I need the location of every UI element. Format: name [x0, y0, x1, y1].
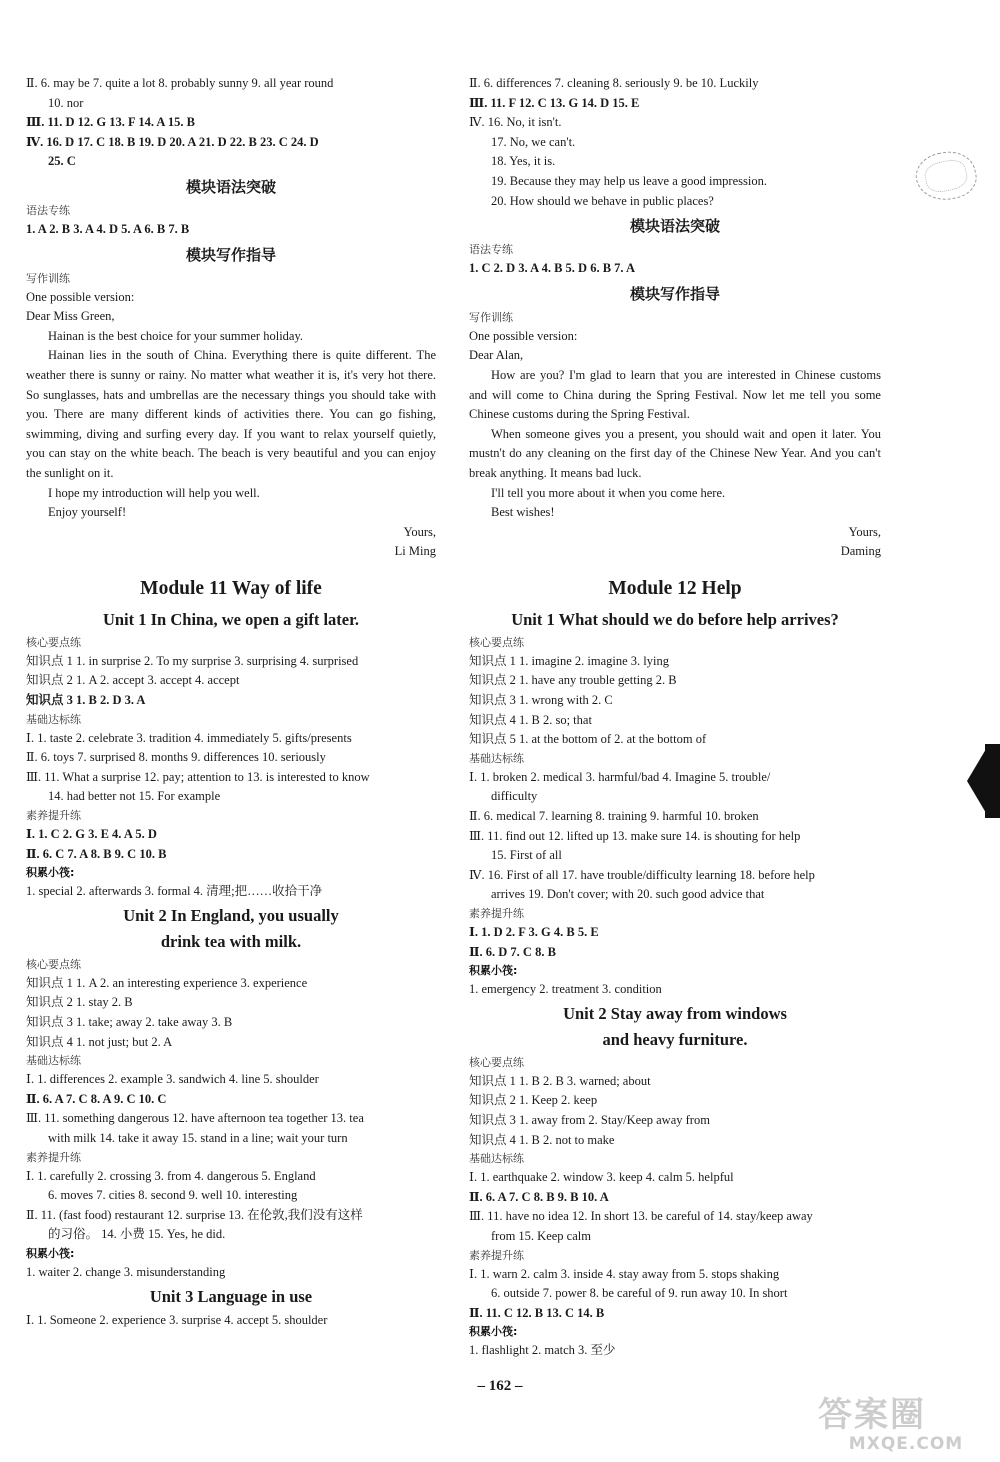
section-label: 核心要点练 [26, 957, 81, 971]
answer-line: Ⅰ. 1. C 2. G 3. E 4. A 5. D [26, 827, 157, 842]
section-label: 素养提升练 [26, 1150, 81, 1164]
answer-line: 知识点 2 1. Keep 2. keep [469, 1093, 598, 1108]
answer-line: 知识点 3 1. away from 2. Stay/Keep away from [469, 1112, 710, 1127]
section-label: 语法专练 [469, 243, 513, 257]
unit-title: Unit 2 Stay away from windows [563, 1003, 787, 1023]
essay-paragraph: How are you? I'm glad to learn that you are interested in Chinese customs and will come to China during the Spring Festival. Now let me tell you some Chinese customs during the Spring Festival. [469, 367, 881, 422]
answer-line: Ⅲ. 11. D 12. G 13. F 14. A 15. B [26, 115, 195, 130]
answer-line: 15. First of all [491, 848, 562, 863]
essay-paragraph: Hainan is the best choice for your summer holiday. [48, 328, 304, 343]
answer-line: 1. C 2. D 3. A 4. B 5. D 6. B 7. A [469, 261, 635, 276]
section-label: 核心要点练 [469, 635, 524, 649]
answer-line: Ⅲ. 11. something dangerous 12. have afternoon tea together 13. tea [26, 1111, 364, 1126]
section-heading: 模块语法突破 [629, 217, 720, 236]
unit-title: Unit 3 Language in use [149, 1286, 313, 1306]
answer-line: 知识点 1 1. A 2. an interesting experience 3. experience [26, 975, 308, 990]
section-label: 写作训练 [469, 310, 513, 324]
answer-line: Ⅲ. 11. What a surprise 12. pay; attention to 13. is interested to know [26, 769, 370, 784]
answer-line: 知识点 2 1. stay 2. B [26, 995, 133, 1010]
answer-line: 知识点 3 1. B 2. D 3. A [26, 693, 146, 708]
answer-line: 知识点 1 1. in surprise 2. To my surprise 3. surprising 4. surprised [26, 653, 359, 668]
section-label: 积累小筏: [26, 1246, 75, 1260]
essay-paragraph: Hainan lies in the south of China. Everything there is quite different. The weather there is sunny or rainy. No matter what weather it is, it's very hot there. So sunglasses, hats and umbrellas are the necessary things you should take with you. There are many different kinds of activities there. You can go fishing, swimming, diving and surfing every day. If you want to relax yourself quietly, you can stay on the white beach. The beach is very beautiful and you can enjoy the sunlight on it. [26, 348, 436, 480]
answer-line: Yours, [403, 524, 436, 539]
watermark-logo: 答案圈 MXQE.COM [818, 1395, 964, 1454]
section-label: 语法专练 [26, 203, 70, 217]
answer-line: 17. No, we can't. [491, 134, 576, 149]
module-title: Module 12 Help [608, 577, 742, 599]
answer-line: Ⅱ. 6. C 7. A 8. B 9. C 10. B [26, 846, 167, 861]
answer-line: 知识点 1 1. B 2. B 3. warned; about [469, 1073, 651, 1088]
essay-paragraph: I hope my introduction will help you well. [48, 485, 260, 500]
answer-line: Ⅱ. 11. (fast food) restaurant 12. surprise 13. 在伦敦,我们没有这样 [26, 1207, 363, 1222]
section-label: 基础达标练 [469, 751, 524, 765]
answer-line: from 15. Keep calm [491, 1228, 591, 1243]
answer-line: 19. Because they may help us leave a good impression. [491, 173, 767, 188]
answer-line: Ⅲ. 11. find out 12. lifted up 13. make sure 14. is shouting for help [469, 828, 801, 843]
seal-stamp-icon [912, 146, 981, 205]
answer-line: 10. nor [48, 95, 84, 110]
answer-line: Ⅳ. 16. D 17. C 18. B 19. D 20. A 21. D 22. B 23. C 24. D [26, 134, 319, 149]
answer-line: 1. emergency 2. treatment 3. condition [469, 982, 662, 997]
answer-line: Ⅱ. 6. differences 7. cleaning 8. seriously 9. be 10. Luckily [469, 76, 759, 90]
answer-line: 知识点 4 1. B 2. so; that [469, 712, 592, 727]
answer-line: Ⅰ. 1. warn 2. calm 3. inside 4. stay away from 5. stops shaking [469, 1266, 780, 1281]
answer-line: 知识点 2 1. A 2. accept 3. accept 4. accept [26, 673, 240, 688]
answer-line: Ⅲ. 11. F 12. C 13. G 14. D 15. E [469, 95, 640, 110]
answer-line: 知识点 5 1. at the bottom of 2. at the bottom of [469, 732, 707, 747]
answer-line: Ⅰ. 1. broken 2. medical 3. harmful/bad 4. Imagine 5. trouble/ [469, 769, 771, 784]
section-label: 素养提升练 [469, 907, 524, 920]
answer-line: Ⅱ. 11. C 12. B 13. C 14. B [469, 1305, 605, 1320]
answer-line: 知识点 3 1. take; away 2. take away 3. B [26, 1015, 233, 1029]
answer-line: Ⅱ. 6. A 7. C 8. A 9. C 10. C [26, 1091, 167, 1106]
answer-line: 6. moves 7. cities 8. second 9. well 10. interesting [48, 1188, 298, 1203]
section-heading: 模块写作指导 [185, 245, 276, 264]
answer-line: Ⅰ. 1. Someone 2. experience 3. surprise 4. accept 5. shoulder [26, 1312, 328, 1327]
answer-line: 20. How should we behave in public places? [491, 193, 714, 208]
answer-line: 知识点 3 1. wrong with 2. C [469, 693, 613, 708]
module-title: Module 11 Way of life [140, 577, 322, 599]
section-label: 写作训练 [26, 271, 70, 285]
answer-line: 知识点 4 1. not just; but 2. A [26, 1034, 173, 1049]
section-heading: 模块语法突破 [185, 177, 276, 196]
answer-line: Dear Alan, [469, 348, 524, 363]
answer-line: difficulty [491, 789, 538, 804]
right-column [469, 74, 881, 1361]
section-label: 基础达标练 [469, 1152, 524, 1166]
unit-title: Unit 1 In China, we open a gift later. [102, 609, 360, 629]
answer-line: Ⅲ. 11. have no idea 12. In short 13. be careful of 14. stay/keep away [469, 1209, 813, 1224]
essay-paragraph: I'll tell you more about it when you come here. [491, 485, 726, 500]
section-label: 素养提升练 [26, 809, 81, 823]
section-label: 积累小筏: [469, 1325, 518, 1339]
section-label: 核心要点练 [26, 635, 81, 649]
answer-line: with milk 14. take it away 15. stand in a line; wait your turn [48, 1130, 348, 1145]
answer-line: arrives 19. Don't cover; with 20. such good advice that [491, 887, 765, 902]
answer-line: Ⅰ. 1. differences 2. example 3. sandwich 4. line 5. shoulder [26, 1072, 319, 1087]
essay-paragraph: Enjoy yourself! [48, 505, 127, 520]
answer-line: Ⅱ. 6. toys 7. surprised 8. months 9. differences 10. seriously [26, 750, 326, 765]
answer-line: Ⅰ. 1. earthquake 2. window 3. keep 4. calm 5. helpful [469, 1170, 734, 1185]
answer-line: One possible version: [469, 328, 578, 343]
section-label: 基础达标练 [26, 712, 81, 726]
answer-line: 1. A 2. B 3. A 4. D 5. A 6. B 7. B [26, 221, 190, 236]
essay-paragraph: Best wishes! [491, 505, 555, 520]
answer-line: 6. outside 7. power 8. be careful of 9. run away 10. In short [491, 1286, 788, 1301]
answer-line: 1. flashlight 2. match 3. 至少 [469, 1343, 616, 1358]
section-label: 基础达标练 [26, 1054, 81, 1068]
unit-title: drink tea with milk. [160, 931, 302, 951]
answer-line: 25. C [48, 154, 76, 169]
answer-line: Ⅰ. 1. D 2. F 3. G 4. B 5. E [469, 925, 599, 939]
answer-line: Li Ming [394, 544, 436, 559]
answer-line: Ⅱ. 6. D 7. C 8. B [469, 944, 556, 959]
answer-line: Daming [840, 544, 881, 559]
answer-line: 知识点 4 1. B 2. not to make [469, 1132, 615, 1147]
answer-line: Yours, [848, 524, 881, 539]
answer-line: 1. waiter 2. change 3. misunderstanding [26, 1264, 226, 1279]
section-label: 积累小筏: [469, 964, 518, 978]
section-heading: 模块写作指导 [629, 284, 720, 303]
unit-title: Unit 2 In England, you usually [123, 905, 339, 925]
answer-line: Ⅱ. 6. A 7. C 8. B 9. B 10. A [469, 1189, 609, 1204]
answer-line: 知识点 1 1. imagine 2. imagine 3. lying [469, 653, 669, 668]
left-column [26, 74, 436, 1330]
answer-line: 的习俗。 14. 小费 15. Yes, he did. [48, 1227, 226, 1242]
edge-arrow-icon [967, 744, 989, 818]
answer-line: One possible version: [26, 289, 135, 304]
answer-line: 1. special 2. afterwards 3. formal 4. 清理;把……收拾干净 [26, 884, 323, 899]
unit-title: Unit 1 What should we do before help arrives? [511, 609, 839, 629]
answer-line: Ⅰ. 1. taste 2. celebrate 3. tradition 4. immediately 5. gifts/presents [26, 730, 352, 745]
answer-line: Ⅳ. 16. First of all 17. have trouble/difficulty learning 18. before help [469, 867, 815, 882]
section-label: 核心要点练 [469, 1055, 524, 1069]
section-label: 积累小筏: [26, 866, 75, 880]
answer-line: Dear Miss Green, [26, 309, 115, 324]
unit-title: and heavy furniture. [602, 1029, 748, 1049]
section-label: 素养提升练 [469, 1248, 524, 1262]
answer-line: 14. had better not 15. For example [48, 789, 221, 804]
answer-line: Ⅱ. 6. medical 7. learning 8. training 9. harmful 10. broken [469, 809, 759, 824]
page-number: – 162 – [477, 1378, 523, 1394]
essay-paragraph: When someone gives you a present, you should wait and open it later. You mustn't do any cleaning on the first day of the Chinese New Year. And you can't break anything. It means bad luck. [469, 426, 881, 480]
answer-line: Ⅳ. 16. No, it isn't. [469, 115, 562, 130]
answer-line: Ⅰ. 1. carefully 2. crossing 3. from 4. dangerous 5. England [26, 1168, 316, 1183]
answer-line: 知识点 2 1. have any trouble getting 2. B [469, 673, 677, 688]
answer-line: 18. Yes, it is. [491, 154, 556, 169]
answer-line: Ⅱ. 6. may be 7. quite a lot 8. probably sunny 9. all year round [26, 76, 334, 90]
